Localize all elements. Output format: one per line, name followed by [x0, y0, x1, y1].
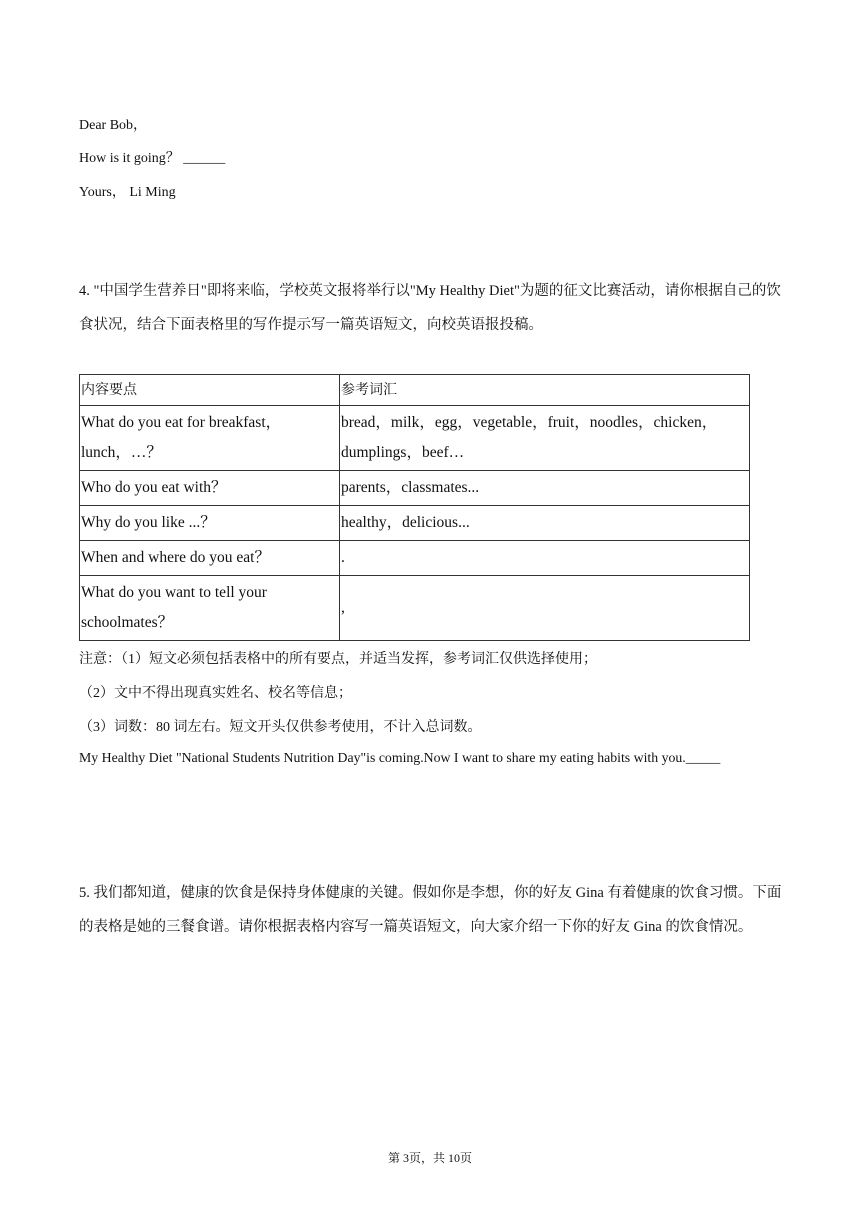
- table-row: [80, 576, 750, 641]
- note-line-2: （2）文中不得出现真实姓名、校名等信息；: [79, 686, 352, 701]
- table-row: [80, 406, 750, 471]
- question-5-prompt: 5. 我们都知道，健康的饮食是保持身体健康的关键。假如你是李想，你的好友 Gina 有着健康的饮食习惯。下面的表格是她的三餐食谱。请你根据表格内容写一篇英语短文，向大家介绍一下你的好友 Gina 的饮食情况。: [79, 885, 782, 935]
- header-cell-points: 内容要点: [80, 375, 340, 406]
- table-header-row: [80, 375, 750, 406]
- table-row: [80, 506, 750, 541]
- writing-hints-table: [79, 374, 750, 641]
- header-cell-vocabulary: 参考词汇: [340, 375, 750, 406]
- table-cell-point: What do you eat for breakfast，lunch，…？: [80, 406, 340, 471]
- table-cell-point: When and where do you eat？: [80, 541, 340, 576]
- table-cell-vocab: healthy，delicious...: [340, 506, 750, 541]
- page-footer: 第 3页，共 10页: [387, 1151, 472, 1165]
- letter-greeting: Dear Bob，: [79, 118, 148, 133]
- table-cell-vocab: .: [340, 541, 750, 576]
- essay-opening: My Healthy Diet "National Students Nutrition Day"is coming.Now I want to share my eating habits with you._____: [79, 750, 721, 765]
- table-cell-vocab: bread，milk，egg，vegetable，fruit，noodles，chicken，dumplings，beef…: [340, 406, 750, 471]
- table-cell-point: Why do you like ...？: [80, 506, 340, 541]
- note-line-3: （3）词数：80 词左右。短文开头仅供参考使用，不计入总词数。: [79, 720, 482, 735]
- letter-body: How is it going？ ______: [79, 151, 226, 166]
- table-cell-point: What do you want to tell your schoolmates？: [80, 576, 340, 641]
- table-row: [80, 471, 750, 506]
- question-4-prompt: 4. "中国学生营养日"即将来临，学校英文报将举行以"My Healthy Diet"为题的征文比赛活动，请你根据自己的饮食状况，结合下面表格里的写作提示写一篇英语短文，向校英语报投稿。: [79, 283, 781, 333]
- table-cell-vocab: parents，classmates...: [340, 471, 750, 506]
- note-line-1: 注意：（1）短文必须包括表格中的所有要点，并适当发挥，参考词汇仅供选择使用；: [79, 652, 597, 667]
- letter-closing: Yours， Li Ming: [79, 185, 176, 200]
- table-row: [80, 541, 750, 576]
- table-cell-vocab: ,: [340, 576, 750, 641]
- table-cell-point: Who do you eat with？: [80, 471, 340, 506]
